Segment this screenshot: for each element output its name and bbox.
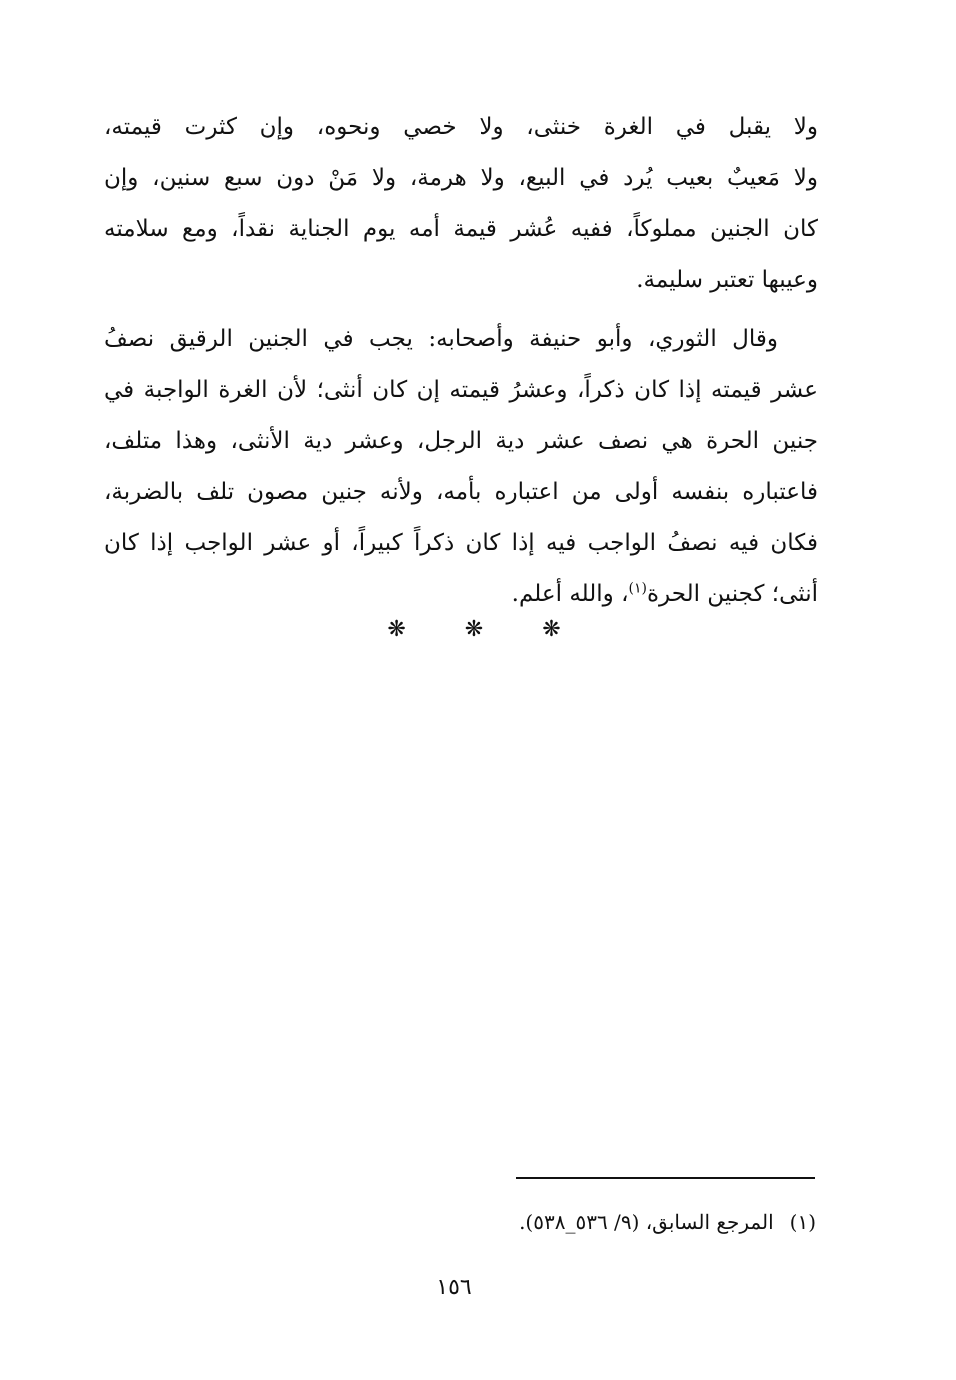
paragraph-2 xyxy=(104,314,818,620)
section-separator: ❋ ❋ ❋ xyxy=(387,617,587,642)
text-line: وعيبها تعتبر سليمة. xyxy=(636,267,818,293)
page-number: ١٥٦ xyxy=(436,1275,472,1300)
text-line: فكان فيه نصفُ الواجب فيه إذا كان ذكراً كبيراً، أو عشر الواجب إذا كان xyxy=(104,530,818,556)
text-line: ولا يقبل في الغرة خنثى، ولا خصي ونحوه، وإن كثرت قيمته، xyxy=(104,114,818,140)
text-line: جنين الحرة هي نصف عشر دية الرجل، وعشر دية الأنثى، وهذا متلف، xyxy=(104,428,818,454)
text-line: كان الجنين مملوكاً، ففيه عُشر قيمة أمه يوم الجناية نقداً، ومع سلامته xyxy=(104,216,818,242)
footnote-text: المرجع السابق، (٩/ ٥٣٦_٥٣٨). xyxy=(519,1210,774,1234)
footnote-number: (١) xyxy=(789,1210,816,1234)
text-line: وقال الثوري، وأبو حنيفة وأصحابه: يجب في الجنين الرقيق نصفُ xyxy=(104,326,778,352)
text-line: ولا مَعيبٌ بعيب يُرد في البيع، ولا هرمة، ولا مَنْ دون سبع سنين، وإن xyxy=(104,165,818,191)
paragraph-gap xyxy=(104,306,818,314)
main-text xyxy=(104,102,818,620)
footnote xyxy=(519,1204,816,1240)
final-line-start: أنثى؛ كجنين الحرة xyxy=(646,581,818,607)
paragraph-1 xyxy=(104,102,818,306)
text-line: عشر قيمته إذا كان ذكراً، وعشرُ قيمته إن كان أنثى؛ لأن الغرة الواجبة في xyxy=(104,377,818,403)
footnote-reference[interactable]: (١) xyxy=(628,580,647,597)
final-line-end: ، والله أعلم. xyxy=(511,581,629,607)
footnote-divider xyxy=(516,1177,815,1179)
text-line: فاعتباره بنفسه أولى من اعتباره بأمه، ولأنه جنين مصون تلف بالضربة، xyxy=(104,479,818,505)
